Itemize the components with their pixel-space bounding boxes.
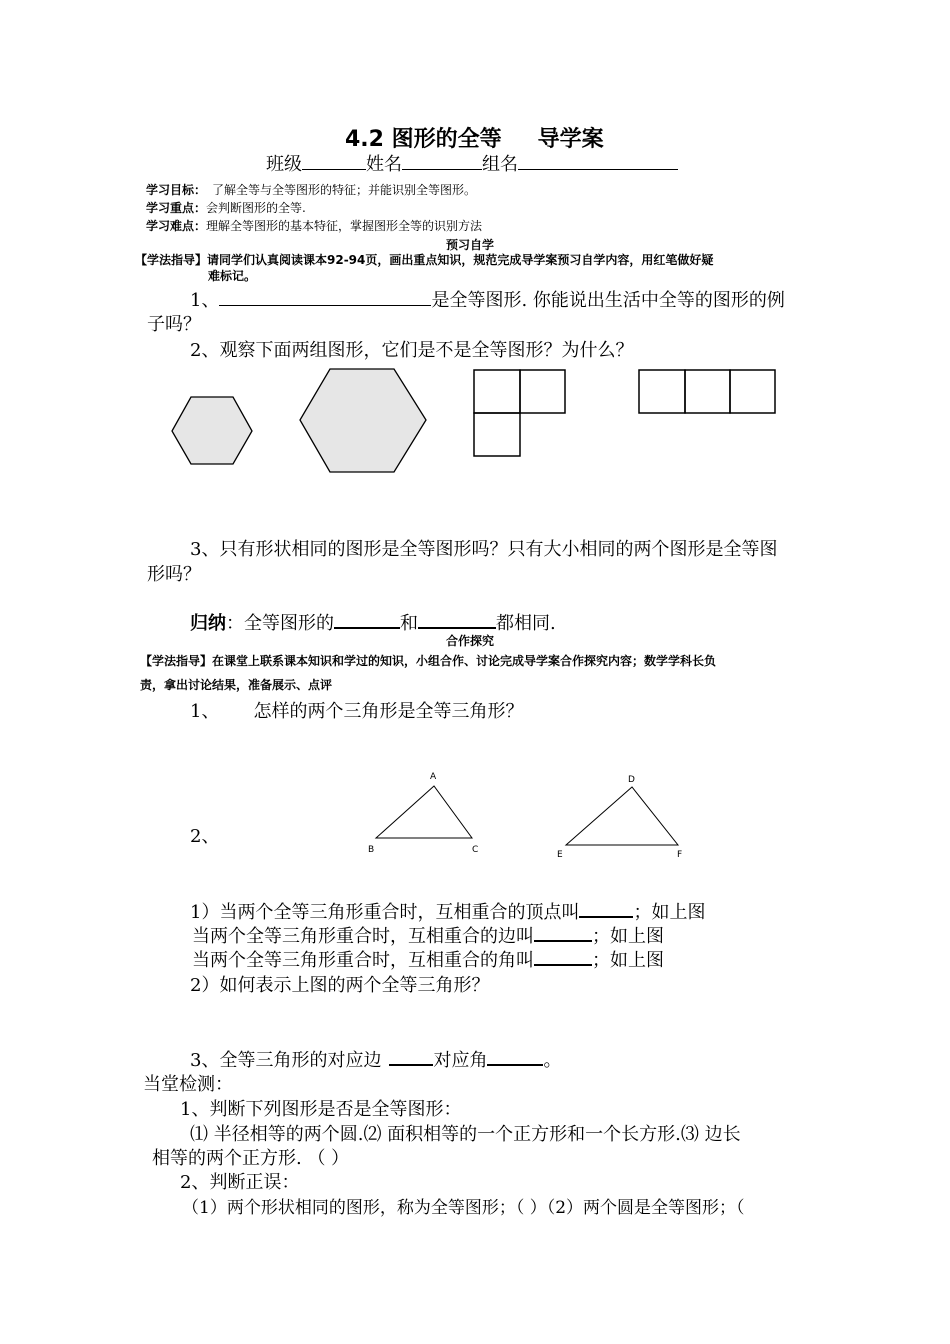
objective-key: 学习重点：会判断图形的全等. [146, 201, 306, 215]
summary-label: 归纳 [190, 613, 226, 634]
l-shaped-squares [474, 370, 565, 456]
corresponding-vertex-line: 1）当两个全等三角形重合时，互相重合的顶点叫 ；如上图 [190, 898, 705, 924]
objective-difficulty: 学习难点：理解全等图形的基本特征，掌握图形全等的识别方法 [146, 219, 483, 233]
row-of-squares [639, 370, 775, 413]
label-a: A [430, 772, 437, 782]
vertex-blank[interactable] [579, 898, 633, 918]
name-label: 姓名 [366, 154, 402, 175]
title-main: 4.2 图形的全等 [345, 127, 502, 152]
group-blank[interactable] [518, 151, 678, 170]
q1-blank[interactable] [219, 287, 431, 306]
section-cooperation-heading: 合作探究 [446, 634, 495, 648]
student-info-line [266, 150, 678, 176]
summary-line: 归纳：全等图形的 和 都相同. [190, 609, 556, 635]
page-title [345, 122, 604, 153]
study-guide-1-line1: 【学法指导】请同学们认真阅读课本92-94页，画出重点知识，规范完成导学案预习自学内容，用红笔做好疑 [135, 253, 714, 267]
objective-goal: 学习目标： 了解全等与全等图形的特征；并能识别全等图形。 [146, 183, 477, 197]
study-guide-1-line2: 难标记。 [208, 269, 257, 283]
angle-blank[interactable] [534, 946, 592, 966]
name-blank[interactable] [402, 151, 482, 170]
angles-blank[interactable] [487, 1046, 543, 1066]
test-question-2-line1: （1）两个形状相同的图形，称为全等图形；（ ）（2）两个圆是全等图形；（ [182, 1198, 745, 1218]
explore-question-3: 3、全等三角形的对应边 对应角 。 [190, 1046, 561, 1072]
side-blank[interactable] [534, 922, 592, 942]
preview-question-3-line1: 3、只有形状相同的图形是全等图形吗？只有大小相同的两个图形是全等图 [190, 539, 778, 560]
test-question-1-line1: ⑴ 半径相等的两个圆.⑵ 面积相等的一个正方形和一个长方形.⑶ 边长 [190, 1124, 741, 1145]
class-label: 班级 [266, 154, 302, 175]
test-question-1: 1、判断下列图形是否是全等图形： [180, 1099, 462, 1120]
summary-blank-1[interactable] [334, 609, 400, 629]
preview-question-3-line2: 形吗？ [147, 564, 201, 585]
explore-question-1: 1、 怎样的两个三角形是全等三角形？ [190, 701, 524, 722]
section-test-heading: 当堂检测： [143, 1074, 233, 1095]
small-hexagon [172, 397, 252, 464]
preview-question-1: 1、 是全等图形. 你能说出生活中全等的图形的例 [190, 286, 785, 312]
study-guide-2-line2: 责，拿出讨论结果，准备展示、点评 [140, 678, 333, 692]
label-b: B [368, 845, 375, 855]
large-hexagon [300, 369, 426, 472]
sides-blank[interactable] [389, 1046, 433, 1066]
test-question-1-line2: 相等的两个正方形. （ ） [152, 1148, 350, 1169]
corresponding-angle-line: 当两个全等三角形重合时，互相重合的角叫 ；如上图 [192, 946, 664, 972]
label-c: C [472, 845, 479, 855]
class-blank[interactable] [302, 151, 366, 170]
study-guide-2-line1: 【学法指导】在课堂上联系课本知识和学过的知识，小组合作、讨论完成导学案合作探究内容；数学学科长负 [140, 654, 717, 668]
test-question-2: 2、判断正误： [180, 1172, 300, 1193]
explore-question-2-number: 2、 [190, 826, 220, 847]
group-label: 组名 [482, 154, 518, 175]
preview-question-1-cont: 子吗？ [147, 314, 201, 335]
summary-blank-2[interactable] [418, 609, 496, 629]
label-f: F [677, 850, 683, 860]
notation-question: 2）如何表示上图的两个全等三角形？ [190, 975, 490, 996]
triangle-abc [376, 786, 472, 838]
corresponding-side-line: 当两个全等三角形重合时，互相重合的边叫 ；如上图 [192, 922, 664, 948]
section-preview-heading: 预习自学 [446, 238, 495, 252]
label-d: D [628, 775, 635, 785]
title-suffix: 导学案 [537, 127, 604, 152]
triangle-def [566, 787, 678, 845]
label-e: E [557, 850, 563, 860]
preview-question-2: 2、观察下面两组图形，它们是不是全等图形？为什么？ [190, 340, 634, 361]
